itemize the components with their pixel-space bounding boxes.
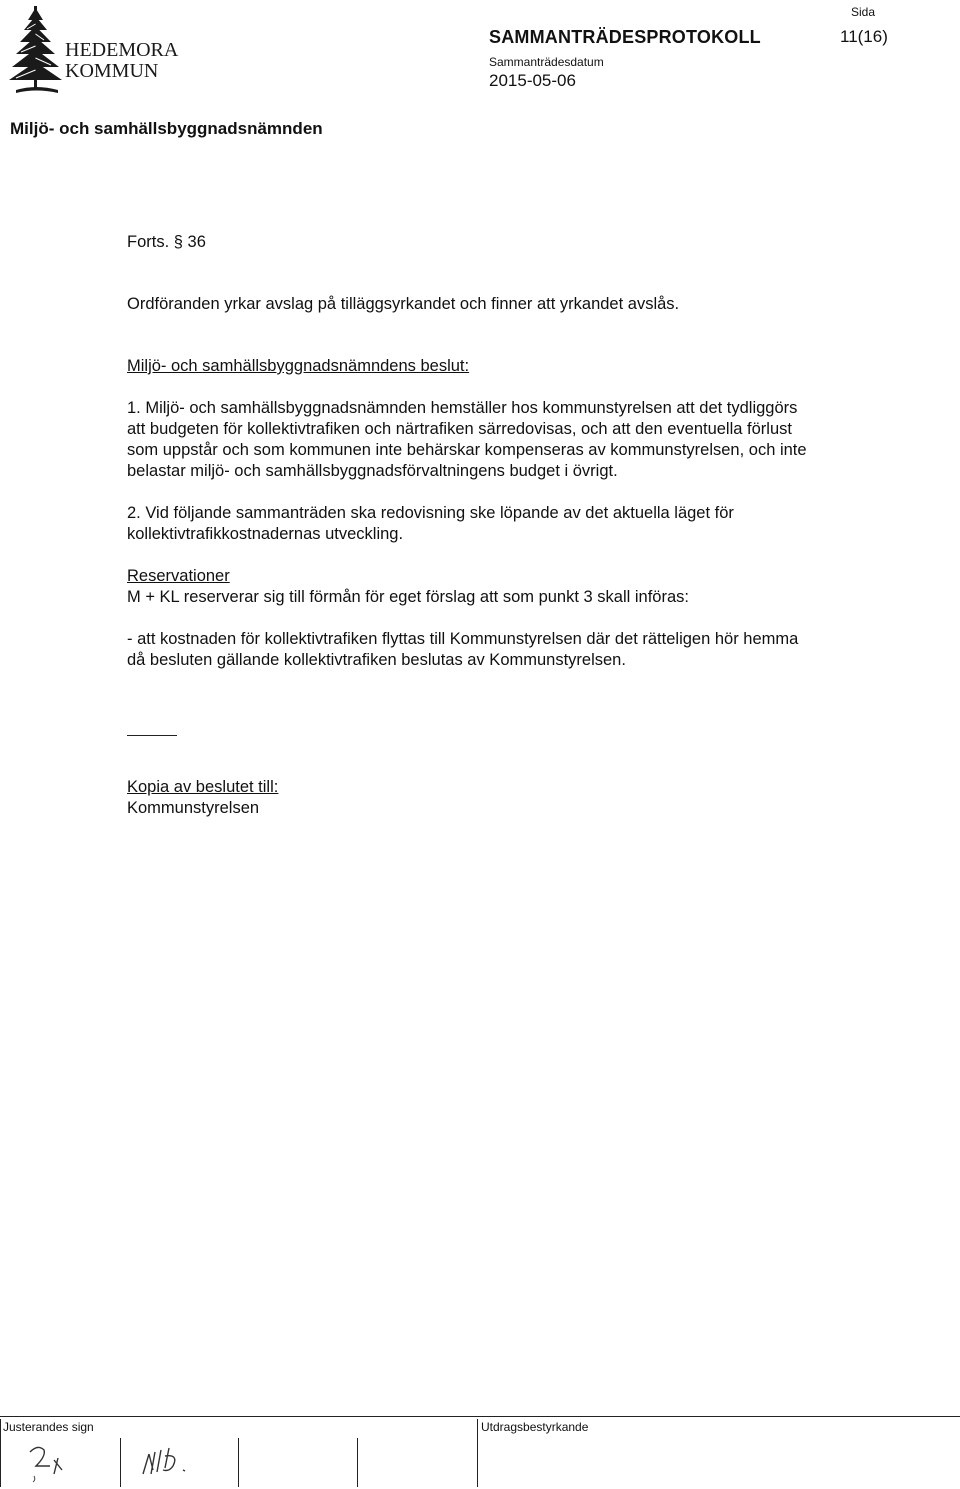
copy-heading: Kopia av beslutet till: (127, 778, 279, 796)
signature-box-divider (238, 1438, 239, 1487)
justerandes-sign-label: Justerandes sign (3, 1420, 94, 1434)
meeting-date-label: Sammanträdesdatum (489, 55, 604, 69)
section-continuation: Forts. § 36 (127, 233, 206, 251)
spruce-tree-logo-icon (6, 4, 66, 96)
meeting-date-value: 2015-05-06 (489, 71, 576, 90)
decision-heading: Miljö- och samhällsbyggnadsnämndens beslut: (127, 357, 470, 375)
footer-rule (0, 1416, 960, 1417)
decision-item-1: 1. Miljö- och samhällsbyggnadsnämnden hemställer hos kommunstyrelsen att det tydliggörs att budgeten för kollektivtrafiken och närtrafiken särredovisas, och att den eventuella förlust som uppstår och som kommunen inte behärskar kompenseras av kommunstyrelsen, och inte belastar miljö- och samhällsbyggnadsförvaltningens budget i övrigt. (127, 399, 807, 480)
protocol-body (127, 232, 817, 819)
page-number: 11(16) (840, 27, 888, 46)
organization-name-line2: KOMMUN (65, 60, 159, 82)
signature-box-divider (0, 1419, 1, 1487)
handwritten-initials-2-signature-icon (135, 1440, 215, 1480)
page-label: Sida (851, 5, 876, 19)
chair-statement: Ordföranden yrkar avslag på tilläggsyrkandet och finner att yrkandet avslås. (127, 295, 680, 313)
reservations-point: - att kostnaden för kollektivtrafiken flyttas till Kommunstyrelsen där det rätteligen hör hemma då besluten gällande kollektivtrafiken beslutas av Kommunstyrelsen. (127, 630, 799, 669)
board-name: Miljö- och samhällsbyggnadsnämnden (10, 119, 323, 138)
decision-item-2: 2. Vid följande sammanträden ska redovisning ske löpande av det aktuella läget för kollektivtrafikkostnadernas utveckling. (127, 504, 734, 543)
organization-name-line1: HEDEMORA (65, 39, 179, 61)
signature-box-divider (357, 1438, 358, 1487)
utdragsbestyrkande-label: Utdragsbestyrkande (481, 1420, 589, 1434)
section-divider (127, 735, 177, 736)
reservations-heading: Reservationer (127, 567, 230, 585)
copy-recipient: Kommunstyrelsen (127, 799, 260, 817)
signature-box-divider (477, 1419, 478, 1487)
document-title: SAMMANTRÄDESPROTOKOLL (489, 27, 761, 47)
reservations-text: M + KL reserverar sig till förmån för eget förslag att som punkt 3 skall införas: (127, 588, 689, 606)
signature-box-divider (120, 1438, 121, 1487)
handwritten-initials-1-signature-icon (24, 1440, 74, 1484)
organization-name (65, 40, 178, 82)
